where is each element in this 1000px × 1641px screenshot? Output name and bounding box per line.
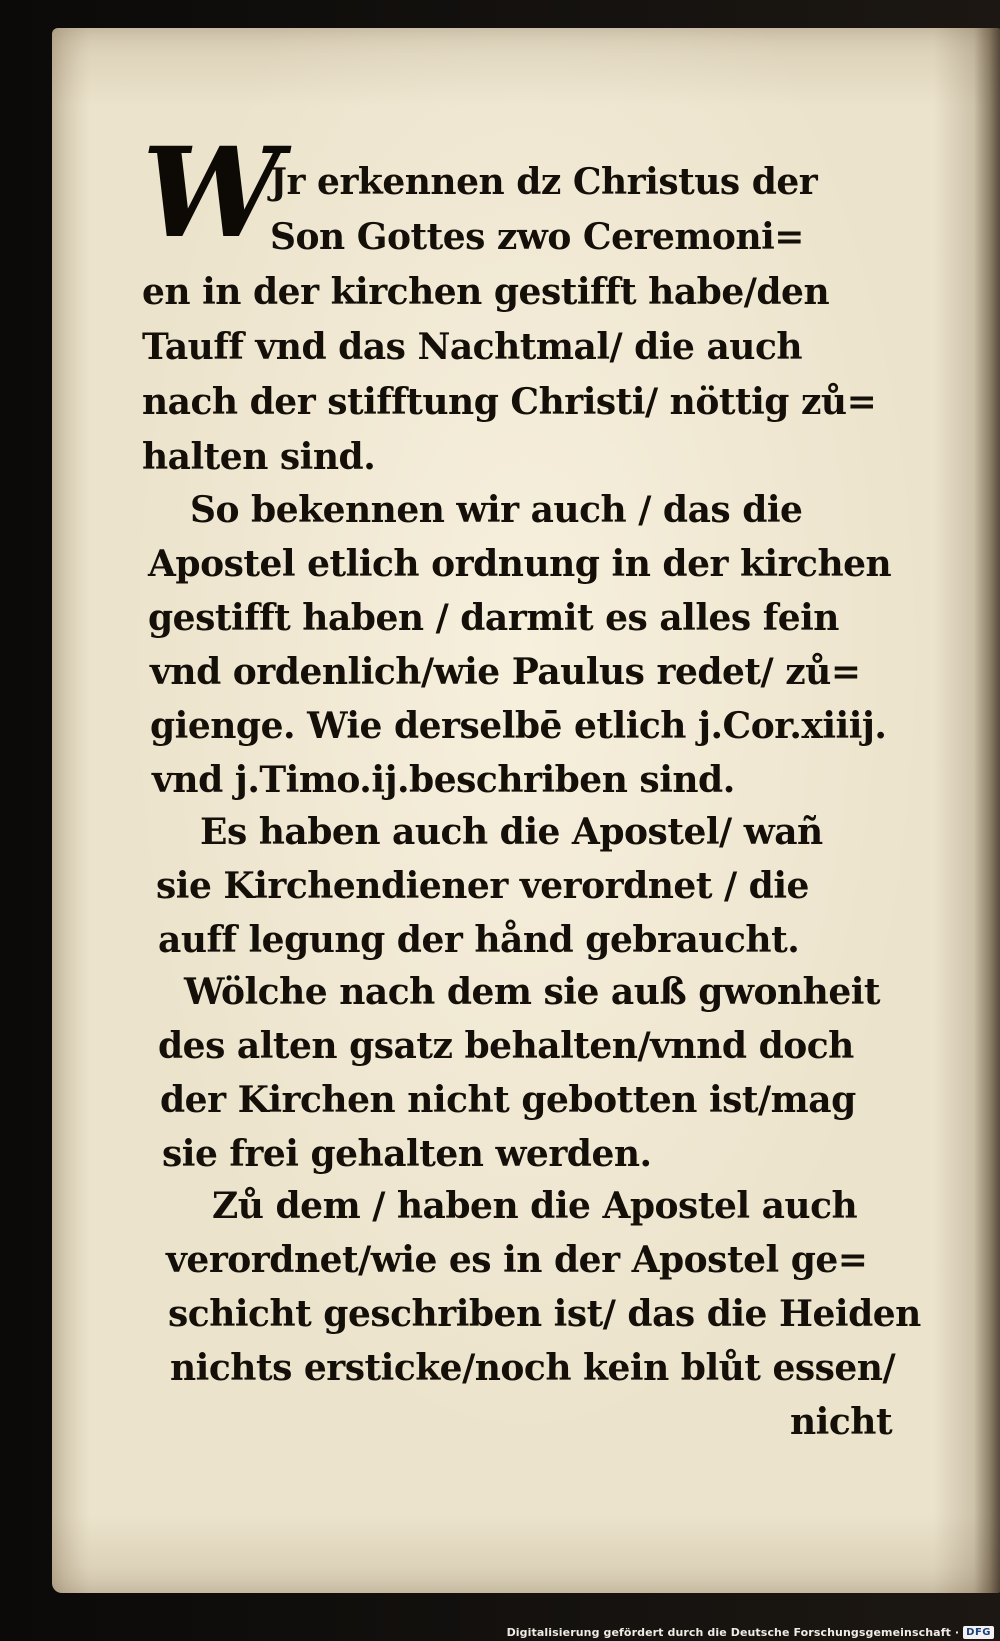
text-line: Jr erkennen dz Christus der bbox=[270, 161, 818, 203]
text-line: gestifft haben / darmit es alles fein bbox=[148, 597, 839, 639]
text-line: Zů dem / haben die Apostel auch bbox=[212, 1185, 858, 1227]
dfg-logo: DFG bbox=[963, 1626, 994, 1639]
drop-cap-initial: W bbox=[142, 121, 276, 266]
text-line: Apostel etlich ordnung in der kirchen bbox=[148, 543, 892, 585]
text-line: en in der kirchen gestifft habe/den bbox=[142, 271, 830, 313]
footer-credit-text: Digitalisierung gefördert durch die Deutsche Forschungsgemeinschaft · bbox=[506, 1626, 960, 1639]
text-line: der Kirchen nicht gebotten ist/mag bbox=[160, 1079, 856, 1121]
text-line: Es haben auch die Apostel/ wañ bbox=[200, 811, 823, 853]
text-line: vnd ordenlich/wie Paulus redet/ zů= bbox=[150, 651, 861, 693]
text-line: Wölche nach dem sie auß gwonheit bbox=[184, 971, 881, 1013]
text-line: sie Kirchendiener verordnet / die bbox=[156, 865, 809, 907]
text-line: nichts ersticke/noch kein blůt essen/ bbox=[170, 1347, 896, 1389]
text-line: So bekennen wir auch / das die bbox=[190, 489, 803, 531]
text-line: gienge. Wie derselbē etlich j.Cor.xiiij. bbox=[150, 705, 887, 747]
text-line: auff legung der hånd gebraucht. bbox=[158, 919, 800, 961]
text-line: halten sind. bbox=[142, 436, 376, 478]
text-line: sie frei gehalten werden. bbox=[162, 1133, 652, 1175]
text-line: verordnet/wie es in der Apostel ge= bbox=[166, 1239, 868, 1281]
page-gutter-shadow bbox=[974, 28, 1000, 1593]
text-line: Son Gottes zwo Ceremoni= bbox=[270, 216, 804, 258]
text-line: nach der stifftung Christi/ nöttig zů= bbox=[142, 381, 877, 423]
text-line: des alten gsatz behalten/vnnd doch bbox=[158, 1025, 854, 1067]
catchword: nicht bbox=[790, 1401, 893, 1443]
text-line: Tauff vnd das Nachtmal/ die auch bbox=[142, 326, 803, 368]
digitization-footer bbox=[507, 1626, 994, 1639]
text-line: schicht geschriben ist/ das die Heiden bbox=[168, 1293, 921, 1335]
text-line: vnd j.Timo.ij.beschriben sind. bbox=[152, 759, 735, 801]
